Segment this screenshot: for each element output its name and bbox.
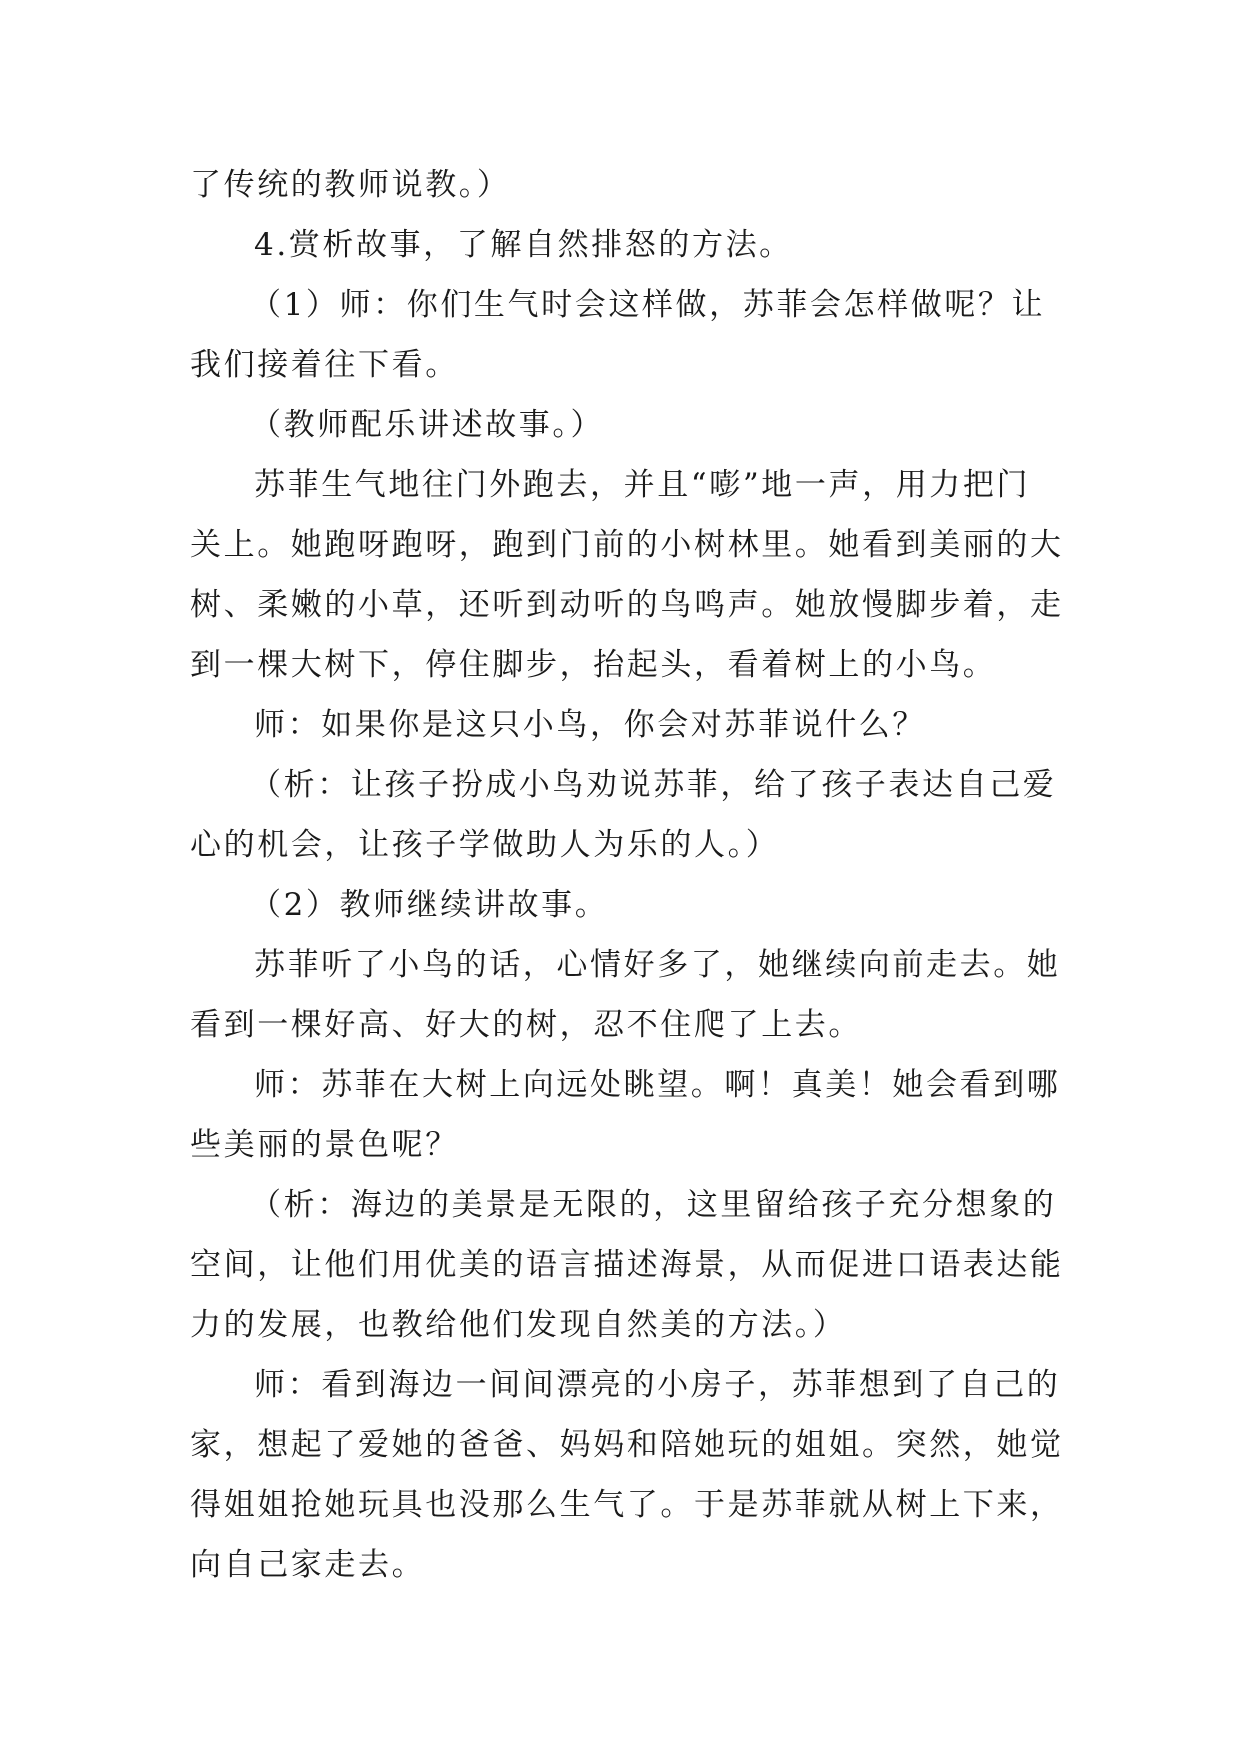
text-line: 苏菲生气地往门外跑去，并且“嘭”地一声，用力把门 [254,467,1031,503]
text-line: 师：如果你是这只小鸟，你会对苏菲说什么？ [254,707,926,743]
document-body [190,155,1064,1595]
text-line: 我们接着往下看。 [190,347,459,383]
text-line: 心的机会，让孩子学做助人为乐的人。） [190,827,780,863]
text-line: （析：海边的美景是无限的，这里留给孩子充分想象的 [250,1187,1057,1223]
text-line: 苏菲听了小鸟的话，心情好多了，她继续向前走去。她 [254,947,1061,983]
text-line: 4.赏析故事，了解自然排怒的方法。 [254,227,793,263]
text-line: （1）师：你们生气时会这样做，苏菲会怎样做呢？让 [250,287,1046,323]
text-line: 向自己家走去。 [190,1547,426,1583]
text-line: 看到一棵好高、好大的树，忍不住爬了上去。 [190,1007,862,1043]
text-line: 力的发展，也教给他们发现自然美的方法。） [190,1307,847,1343]
text-line: 关上。她跑呀跑呀，跑到门前的小树林里。她看到美丽的大 [190,527,1064,563]
text-line: 得姐姐抢她玩具也没那么生气了。于是苏菲就从树上下来， [190,1487,1064,1523]
text-line: （2）教师继续讲故事。 [250,887,609,923]
text-line: （析：让孩子扮成小鸟劝说苏菲，给了孩子表达自己爱 [250,767,1057,803]
text-line: 到一棵大树下，停住脚步，抬起头，看着树上的小鸟。 [190,647,997,683]
text-line: 师：苏菲在大树上向远处眺望。啊！真美！她会看到哪 [254,1067,1061,1103]
text-line: 了传统的教师说教。） [190,167,511,203]
text-line: 空间，让他们用优美的语言描述海景，从而促进口语表达能 [190,1247,1064,1283]
text-line: 师：看到海边一间间漂亮的小房子，苏菲想到了自己的 [254,1367,1061,1403]
text-line: 树、柔嫩的小草，还听到动听的鸟鸣声。她放慢脚步着，走 [190,587,1064,623]
text-line: 家，想起了爱她的爸爸、妈妈和陪她玩的姐姐。突然，她觉 [190,1427,1064,1463]
text-line: （教师配乐讲述故事。） [250,407,605,443]
text-line: 些美丽的景色呢？ [190,1127,459,1163]
